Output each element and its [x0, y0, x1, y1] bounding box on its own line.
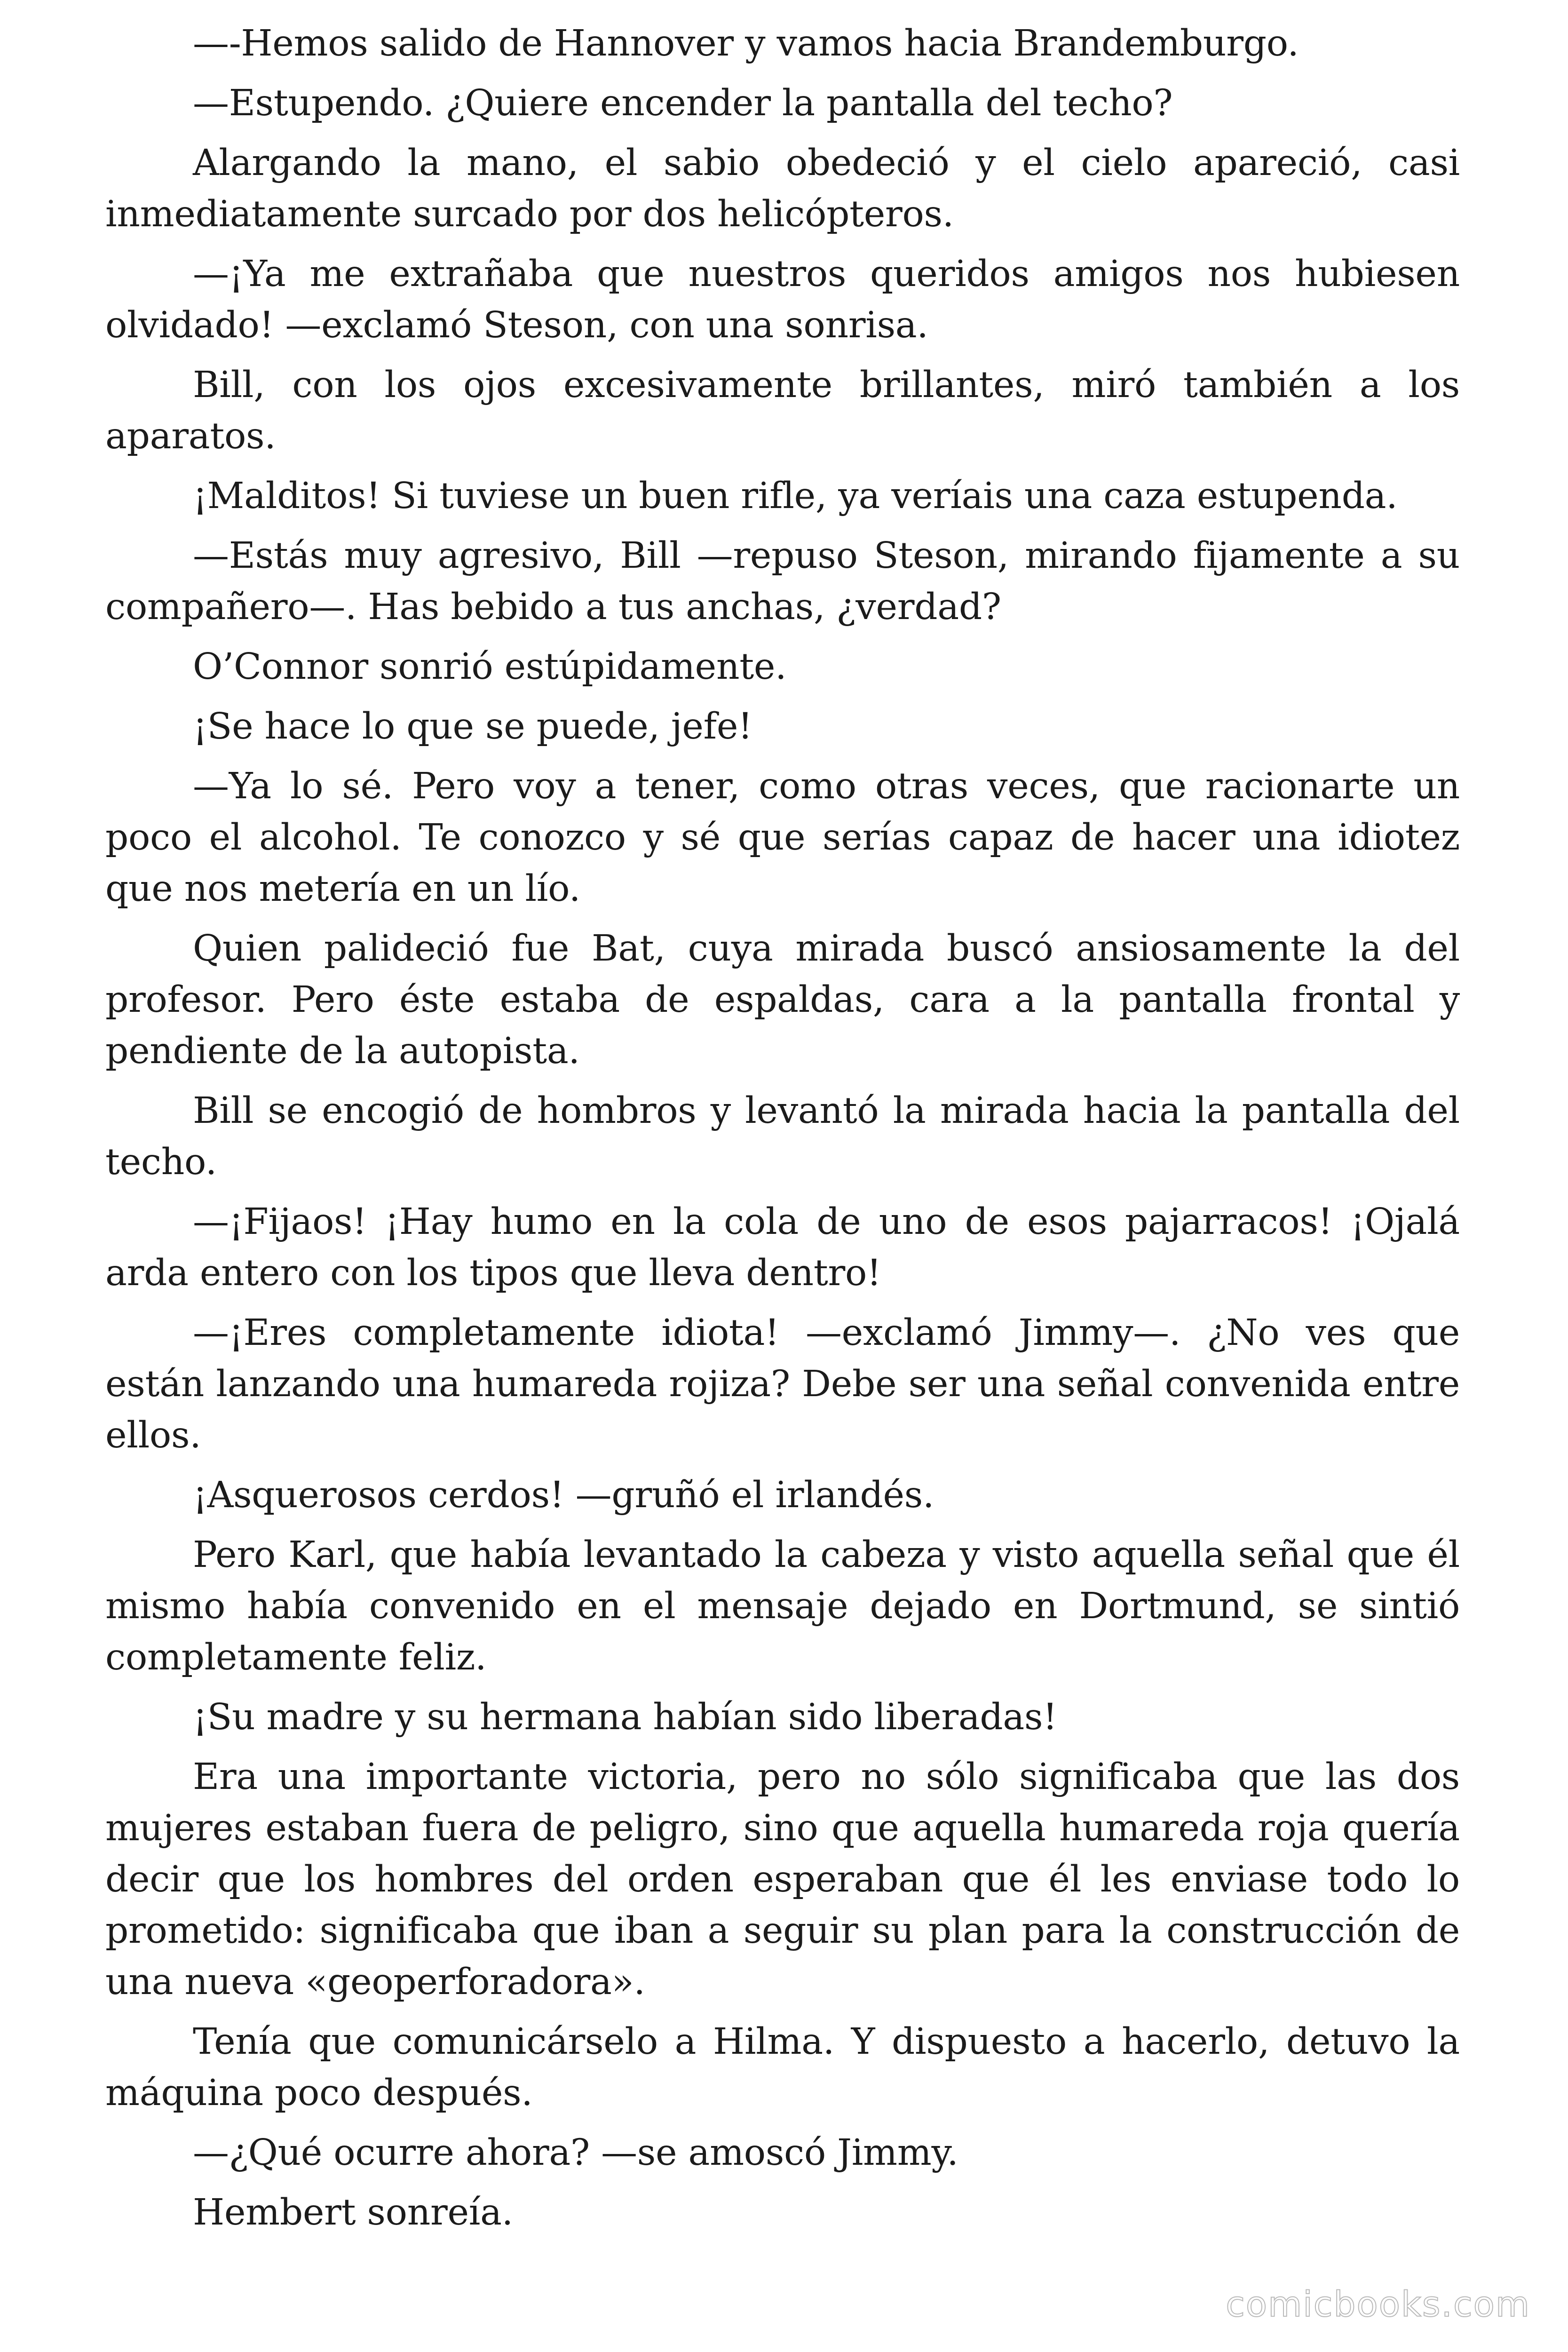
page-body: [105, 18, 1460, 2247]
paragraph-4: —¡Ya me extrañaba que nuestros queridos amigos nos hubiesen olvidado! —exclamó Steson, con una sonrisa.: [105, 253, 1460, 346]
paragraph-2: —Estupendo. ¿Quiere encender la pantalla del techo?: [193, 82, 1173, 124]
paragraph-6: ¡Malditos! Si tuviese un buen rifle, ya veríais una caza estupenda.: [193, 475, 1398, 517]
paragraph-10: —Ya lo sé. Pero voy a tener, como otras veces, que racionarte un poco el alcohol. Te conozco y sé que serías capaz de hacer una idiotez que nos metería en un lío.: [105, 765, 1460, 910]
paragraph-1: —-Hemos salido de Hannover y vamos hacia Brandemburgo.: [193, 23, 1299, 64]
paragraph-13: —¡Fijaos! ¡Hay humo en la cola de uno de esos pajarracos! ¡Ojalá arda entero con los tipos que lleva dentro!: [105, 1201, 1460, 1294]
paragraph-21: Hembert sonreía.: [193, 2192, 513, 2233]
paragraph-3: Alargando la mano, el sabio obedeció y el cielo apareció, casi inmediatamente surcado por dos helicópteros.: [105, 142, 1460, 235]
paragraph-5: Bill, con los ojos excesivamente brillantes, miró también a los aparatos.: [105, 364, 1460, 457]
paragraph-9: ¡Se hace lo que se puede, jefe!: [193, 706, 752, 747]
paragraph-17: ¡Su madre y su hermana habían sido liberadas!: [193, 1696, 1057, 1738]
paragraph-16: Pero Karl, que había levantado la cabeza y visto aquella señal que él mismo había convenido en el mensaje dejado en Dortmund, se sintió completamente feliz.: [105, 1534, 1460, 1678]
paragraph-19: Tenía que comunicárselo a Hilma. Y dispuesto a hacerlo, detuvo la máquina poco después.: [105, 2021, 1460, 2114]
paragraph-14: —¡Eres completamente idiota! —exclamó Jimmy—. ¿No ves que están lanzando una humareda rojiza? Debe ser una señal convenida entre ellos.: [105, 1312, 1460, 1456]
paragraph-15: ¡Asquerosos cerdos! —gruñó el irlandés.: [193, 1474, 934, 1516]
paragraph-8: O’Connor sonrió estúpidamente.: [193, 646, 787, 688]
paragraph-7: —Estás muy agresivo, Bill —repuso Steson, mirando fijamente a su compañero—. Has bebido a tus anchas, ¿verdad?: [105, 535, 1460, 628]
paragraph-20: —¿Qué ocurre ahora? —se amoscó Jimmy.: [193, 2132, 958, 2174]
paragraph-18: Era una importante victoria, pero no sólo significaba que las dos mujeres estaban fuera de peligro, sino que aquella humareda roja quería decir que los hombres del orden esperaban que él les enviase todo lo prometido: significaba que iban a seguir su plan para la construcción de una nueva «geoperforadora».: [105, 1756, 1460, 2003]
watermark-logo: comicbooks.com: [1226, 2284, 1530, 2325]
paragraph-11: Quien palideció fue Bat, cuya mirada buscó ansiosamente la del profesor. Pero éste estaba de espaldas, cara a la pantalla frontal y pendiente de la autopista.: [105, 928, 1460, 1072]
paragraph-12: Bill se encogió de hombros y levantó la mirada hacia la pantalla del techo.: [105, 1090, 1460, 1183]
